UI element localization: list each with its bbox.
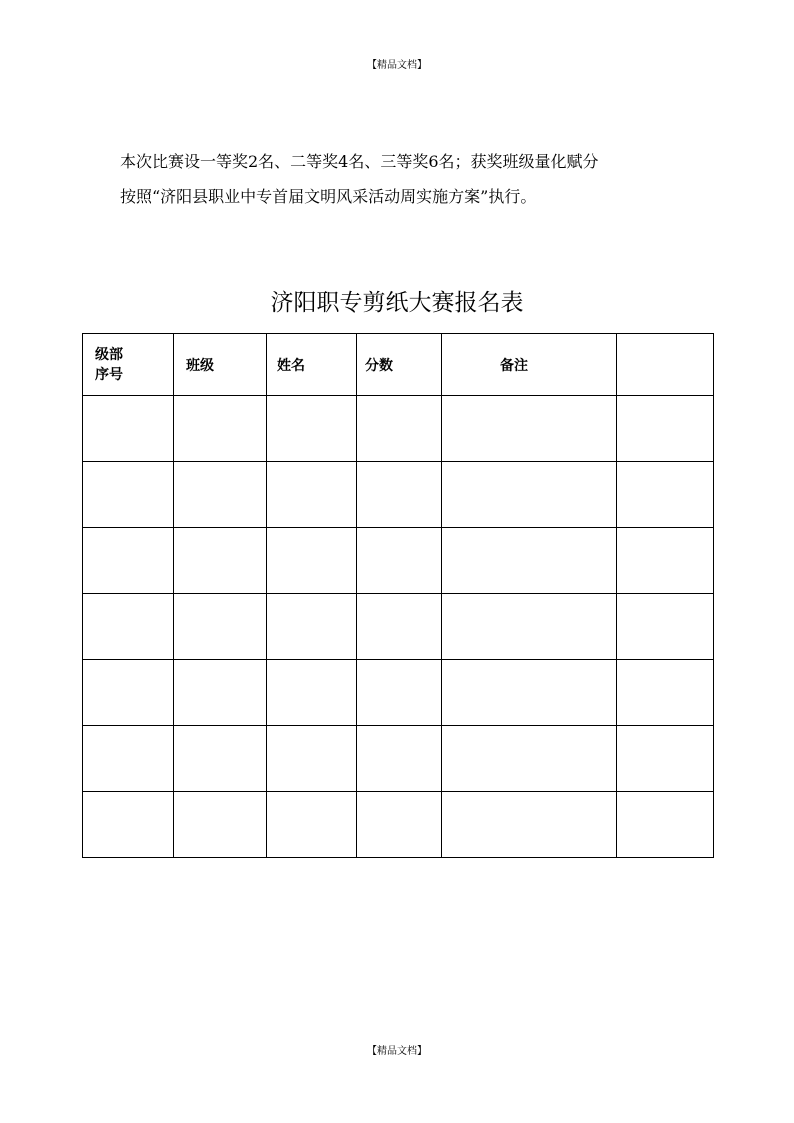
cell-remarks (442, 462, 617, 528)
cell-name (267, 726, 357, 792)
header-name: 姓名 (267, 334, 357, 396)
cell-blank (617, 792, 714, 858)
registration-table (82, 333, 714, 858)
cell-score (357, 594, 442, 660)
header-score: 分数 (357, 334, 442, 396)
cell-remarks (442, 396, 617, 462)
table-row (83, 396, 714, 462)
cell-blank (617, 396, 714, 462)
cell-class (174, 462, 267, 528)
cell-blank (617, 660, 714, 726)
cell-score (357, 528, 442, 594)
header-blank (617, 334, 714, 396)
cell-score (357, 462, 442, 528)
cell-remarks (442, 660, 617, 726)
header-class: 班级 (174, 334, 267, 396)
header-grade-label: 级部 (95, 346, 123, 363)
table-body (83, 396, 714, 858)
cell-class (174, 792, 267, 858)
cell-remarks (442, 726, 617, 792)
table-header-row (83, 334, 714, 396)
header-remarks: 备注 (442, 334, 617, 396)
table-row (83, 660, 714, 726)
cell-grade-seq (83, 594, 174, 660)
header-grade-seq (83, 334, 174, 396)
footer-watermark: 【精品文档】 (367, 1046, 427, 1057)
cell-blank (617, 528, 714, 594)
cell-grade-seq (83, 462, 174, 528)
cell-grade-seq (83, 660, 174, 726)
table-row (83, 792, 714, 858)
cell-grade-seq (83, 396, 174, 462)
cell-score (357, 726, 442, 792)
cell-grade-seq (83, 528, 174, 594)
cell-remarks (442, 792, 617, 858)
header-seq-label: 序号 (95, 366, 123, 383)
table-row (83, 594, 714, 660)
cell-blank (617, 594, 714, 660)
cell-grade-seq (83, 792, 174, 858)
intro-line-1: 本次比赛设一等奖2名、二等奖4名、三等奖6名；获奖班级量化赋分 (120, 152, 599, 171)
table-row (83, 528, 714, 594)
cell-remarks (442, 594, 617, 660)
intro-line-2: 按照“济阳县职业中专首届文明风采活动周实施方案”执行。 (120, 187, 537, 206)
table-row (83, 462, 714, 528)
cell-grade-seq (83, 726, 174, 792)
cell-blank (617, 726, 714, 792)
cell-name (267, 462, 357, 528)
cell-name (267, 660, 357, 726)
header-watermark: 【精品文档】 (367, 60, 427, 71)
cell-name (267, 396, 357, 462)
cell-score (357, 660, 442, 726)
cell-class (174, 396, 267, 462)
intro-paragraph (120, 144, 720, 214)
cell-class (174, 660, 267, 726)
cell-remarks (442, 528, 617, 594)
cell-name (267, 792, 357, 858)
cell-score (357, 792, 442, 858)
cell-class (174, 726, 267, 792)
cell-class (174, 528, 267, 594)
cell-class (174, 594, 267, 660)
cell-name (267, 528, 357, 594)
cell-score (357, 396, 442, 462)
cell-name (267, 594, 357, 660)
cell-blank (617, 462, 714, 528)
form-title: 济阳职专剪纸大赛报名表 (270, 290, 524, 316)
table-row (83, 726, 714, 792)
